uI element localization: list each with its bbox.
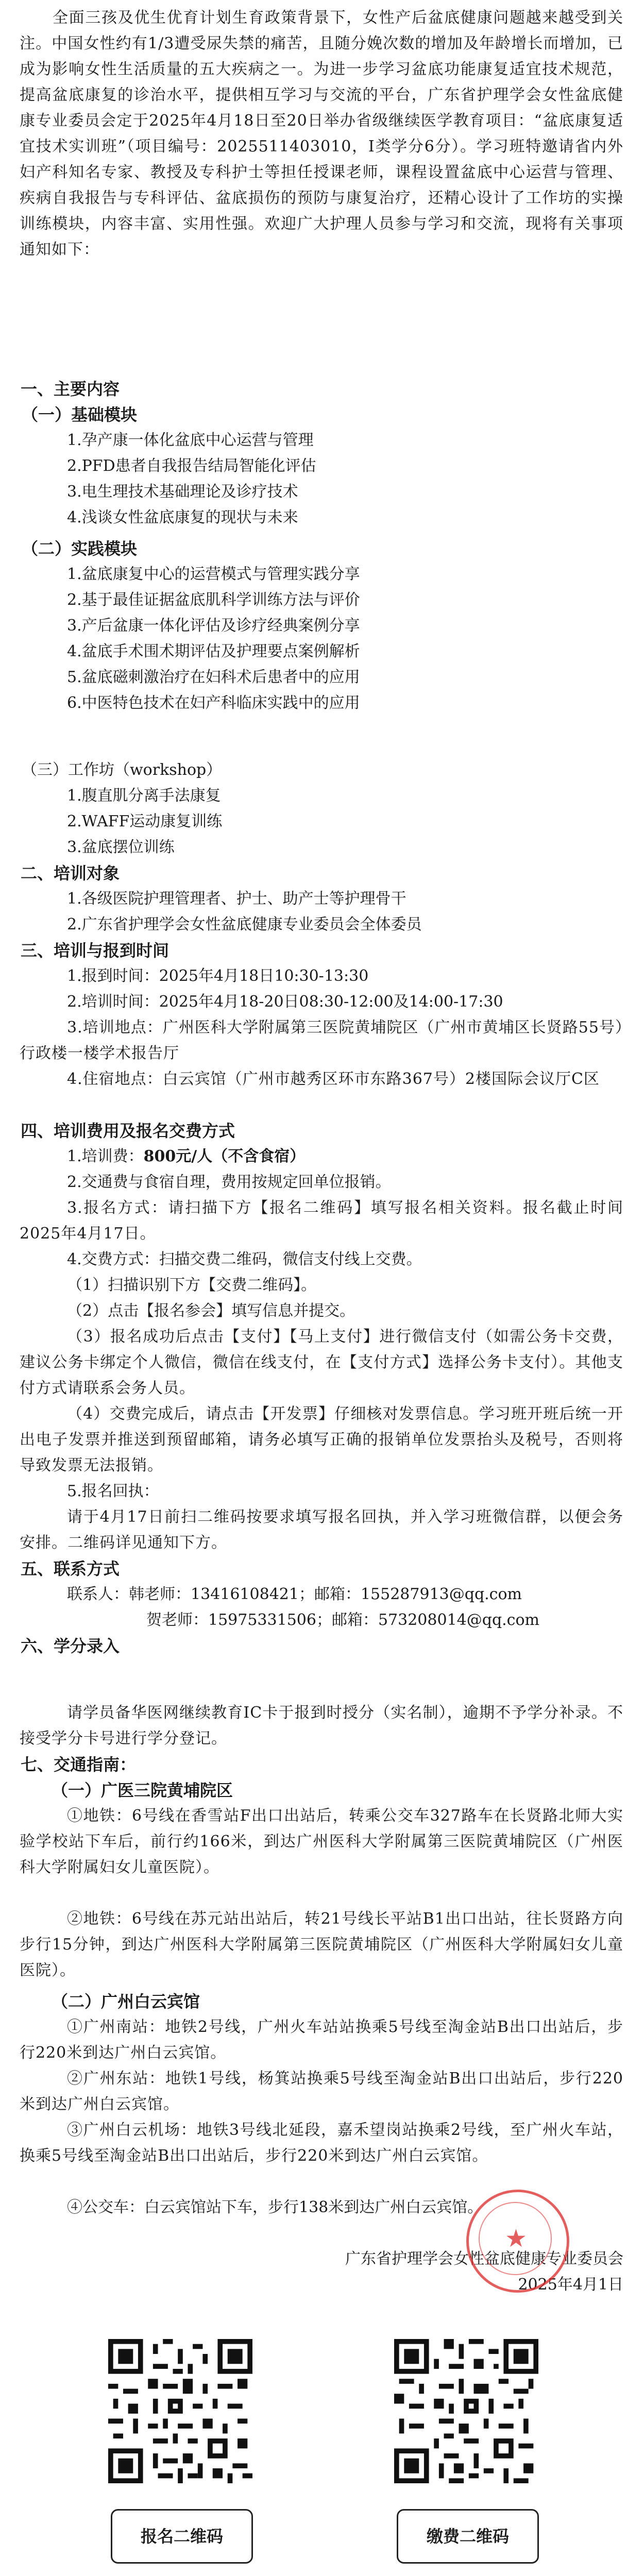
practice-item: 2.基于最佳证据盆底肌科学训练方法与评价 xyxy=(67,591,360,609)
route-a-2: ②地铁：6号线在苏元站出站后，转21号线长平站B1出口出站，往长贤路方向步行15分钟，到达广州医科大学附属第三医院黄埔院区（广州医科大学附属妇女儿童医院）。 xyxy=(20,1910,623,1979)
route-b-3: ③广州白云机场：地铁3号线北延段，嘉禾望岗站换乘2号线，至广州火车站，换乘5号线至淘金站B出口出站后，步行220米到达广州白云宾馆。 xyxy=(20,2121,623,2165)
payment-qr-label[interactable]: 缴费二维码 xyxy=(397,2509,539,2564)
training-place: 3.培训地点：广州医科大学附属第三医院黄埔院区（广州市黄埔区长贤路55号）行政楼一楼学术报告厅 xyxy=(20,1019,623,1062)
route-b-4: ④公交车：白云宾馆站下车，步行138米到达广州白云宾馆。 xyxy=(67,2198,483,2216)
section-2-heading: 二、培训对象 xyxy=(21,863,120,883)
route-b-1: ①广州南站：地铁2号线，广州火车站站换乘5号线至淘金站B出口出站后，步行220米到达广州白云宾馆。 xyxy=(20,2018,623,2062)
pay-step-4: （4）交费完成后，请点击【开发票】仔细核对发票信息。学习班开班后统一开出电子发票并推送到预留邮箱，请务必填写正确的报销单位发票抬头及税号，否则将导致发票无法报销。 xyxy=(20,1405,623,1475)
time-item: 1.报到时间：2025年4月18日10:30-13:30 xyxy=(67,967,369,985)
section-7-heading: 七、交通指南： xyxy=(21,1755,137,1774)
fee-note: 2.交通费与食宿自理，费用按规定回单位报销。 xyxy=(67,1173,391,1191)
register-qr-label[interactable]: 报名二维码 xyxy=(111,2509,253,2564)
pay-step-3: （3）报名成功后点击【支付】【马上支付】进行微信支付（如需公务卡交费，建议公务卡绑定个人微信，微信在线支付，在【支付方式】选择公务卡支付）。其他支付方式请联系会务人员。 xyxy=(20,1328,623,1397)
payment-qr-code[interactable] xyxy=(394,2339,538,2483)
register-qr-code[interactable] xyxy=(108,2339,252,2483)
payment-method: 4.交费方式：扫描交费二维码，微信支付线上交费。 xyxy=(67,1250,422,1268)
registration-method: 3.报名方式：请扫描下方【报名二维码】填写报名相关资料。报名截止时间2025年4月17日。 xyxy=(20,1199,623,1243)
practice-item: 3.产后盆康一体化评估及诊疗经典案例分享 xyxy=(67,617,360,635)
fee-line xyxy=(67,1144,305,1170)
section-3-heading: 三、培训与报到时间 xyxy=(21,941,170,960)
route-a-heading: （一）广医三院黄埔院区 xyxy=(52,1781,233,1800)
route-a-1: ①地铁：6号线在香雪站F出口出站后，转乘公交车327路车在长贤路北师大实验学校站下车后，前行约166米，到达广州医科大学附属第三医院黄埔院区（广州医科大学附属妇女儿童医院）。 xyxy=(20,1807,623,1876)
target-item: 1.各级医院护理管理者、护士、助产士等护理骨干 xyxy=(67,890,406,908)
signature-date: 2025年4月1日 xyxy=(518,2276,623,2294)
workshop-item: 3.盆底摆位训练 xyxy=(67,838,175,856)
hotel-place: 4.住宿地点：白云宾馆（广州市越秀区环市东路367号）2楼国际会议厅C区 xyxy=(67,1070,600,1088)
seal-star-icon: ★ xyxy=(505,2224,528,2253)
fee-label: 1.培训费： xyxy=(67,1147,144,1165)
route-b-heading: （二）广州白云宾馆 xyxy=(52,1992,200,2011)
time-item: 2.培训时间：2025年4月18-20日08:30-12:00及14:00-17:30 xyxy=(67,993,503,1011)
practice-item: 6.中医特色技术在妇产科临床实践中的应用 xyxy=(67,694,360,712)
contact-he: 贺老师：15975331506；邮箱：573208014@qq.com xyxy=(146,1611,539,1629)
section-5-heading: 五、联系方式 xyxy=(21,1559,120,1579)
workshop-heading: （三）工作坊（workshop） xyxy=(22,761,222,779)
official-seal xyxy=(466,2190,569,2293)
signature-org: 广东省护理学会女性盆底健康专业委员会 xyxy=(345,2250,623,2268)
practice-item: 4.盆底手术围术期评估及护理要点案例解析 xyxy=(67,642,360,660)
section-6-heading: 六、学分录入 xyxy=(21,1636,120,1656)
fee-value: 800元/人（不含食宿） xyxy=(143,1147,306,1165)
contact-han: 联系人：韩老师：13416108421；邮箱：155287913@qq.com xyxy=(67,1585,522,1603)
practice-module-heading: （二）实践模块 xyxy=(22,539,138,558)
basic-item: 2.PFD患者自我报告结局智能化评估 xyxy=(67,457,316,475)
practice-item: 5.盆底磁刺激治疗在妇科术后患者中的应用 xyxy=(67,668,360,686)
target-item: 2.广东省护理学会女性盆底健康专业委员会全体委员 xyxy=(67,916,422,934)
section-1-heading: 一、主要内容 xyxy=(21,379,120,399)
credit-text: 请学员备华医网继续教育IC卡于报到时授分（实名制），逾期不予学分补录。不接受学分卡号进行学分登记。 xyxy=(20,1704,623,1748)
workshop-item: 2.WAFF运动康复训练 xyxy=(67,812,223,831)
route-b-2: ②广州东站：地铁1号线，杨箕站换乘5号线至淘金站B出口出站后，步行220米到达广州白云宾馆。 xyxy=(20,2070,623,2113)
practice-item: 1.盆底康复中心的运营模式与管理实践分享 xyxy=(67,565,360,583)
pay-step-1: （1）扫描识别下方【交费二维码】。 xyxy=(67,1276,317,1294)
basic-module-heading: （一）基础模块 xyxy=(22,405,138,425)
receipt-text: 请于4月17日前扫二维码按要求填写报名回执，并入学习班微信群，以便会务安排。二维码详见通知下方。 xyxy=(20,1508,623,1552)
basic-item: 3.电生理技术基础理论及诊疗技术 xyxy=(67,483,298,501)
intro-paragraph: 全面三孩及优生优育计划生育政策背景下，女性产后盆底健康问题越来越受到关注。中国女性约有1/3遭受尿失禁的痛苦，且随分娩次数的增加及年龄增长而增加，已成为影响女性生活质量的五大疾病之一。为进一步学习盆底功能康复适宜技术规范，提高盆底康复的诊治水平，提供相互学习与交流的平台，广东省护理学会女性盆底健康专业委员会定于2025年4月18日至20日举办省级继续医学教育项目：“盆底康复适宜技术实训班”（项目编号：2025511403010，Ⅰ类学分6分）。学习班特邀请省内外妇产科知名专家、教授及专科护士等担任授课老师，课程设置盆底中心运营与管理、疾病自我报告与专科评估、盆底损伤的预防与康复治疗，还精心设计了工作坊的实操训练模块，内容丰富、实用性强。欢迎广大护理人员参与学习和交流，现将有关事项通知如下： xyxy=(20,9,623,259)
basic-item: 4.浅谈女性盆底康复的现状与未来 xyxy=(67,509,298,527)
workshop-item: 1.腹直肌分离手法康复 xyxy=(67,787,221,805)
section-4-heading: 四、培训费用及报名交费方式 xyxy=(21,1121,235,1141)
receipt-label: 5.报名回执： xyxy=(67,1482,159,1500)
basic-item: 1.孕产康一体化盆底中心运营与管理 xyxy=(67,431,314,449)
pay-step-2: （2）点击【报名参会】填写信息并提交。 xyxy=(67,1302,355,1320)
